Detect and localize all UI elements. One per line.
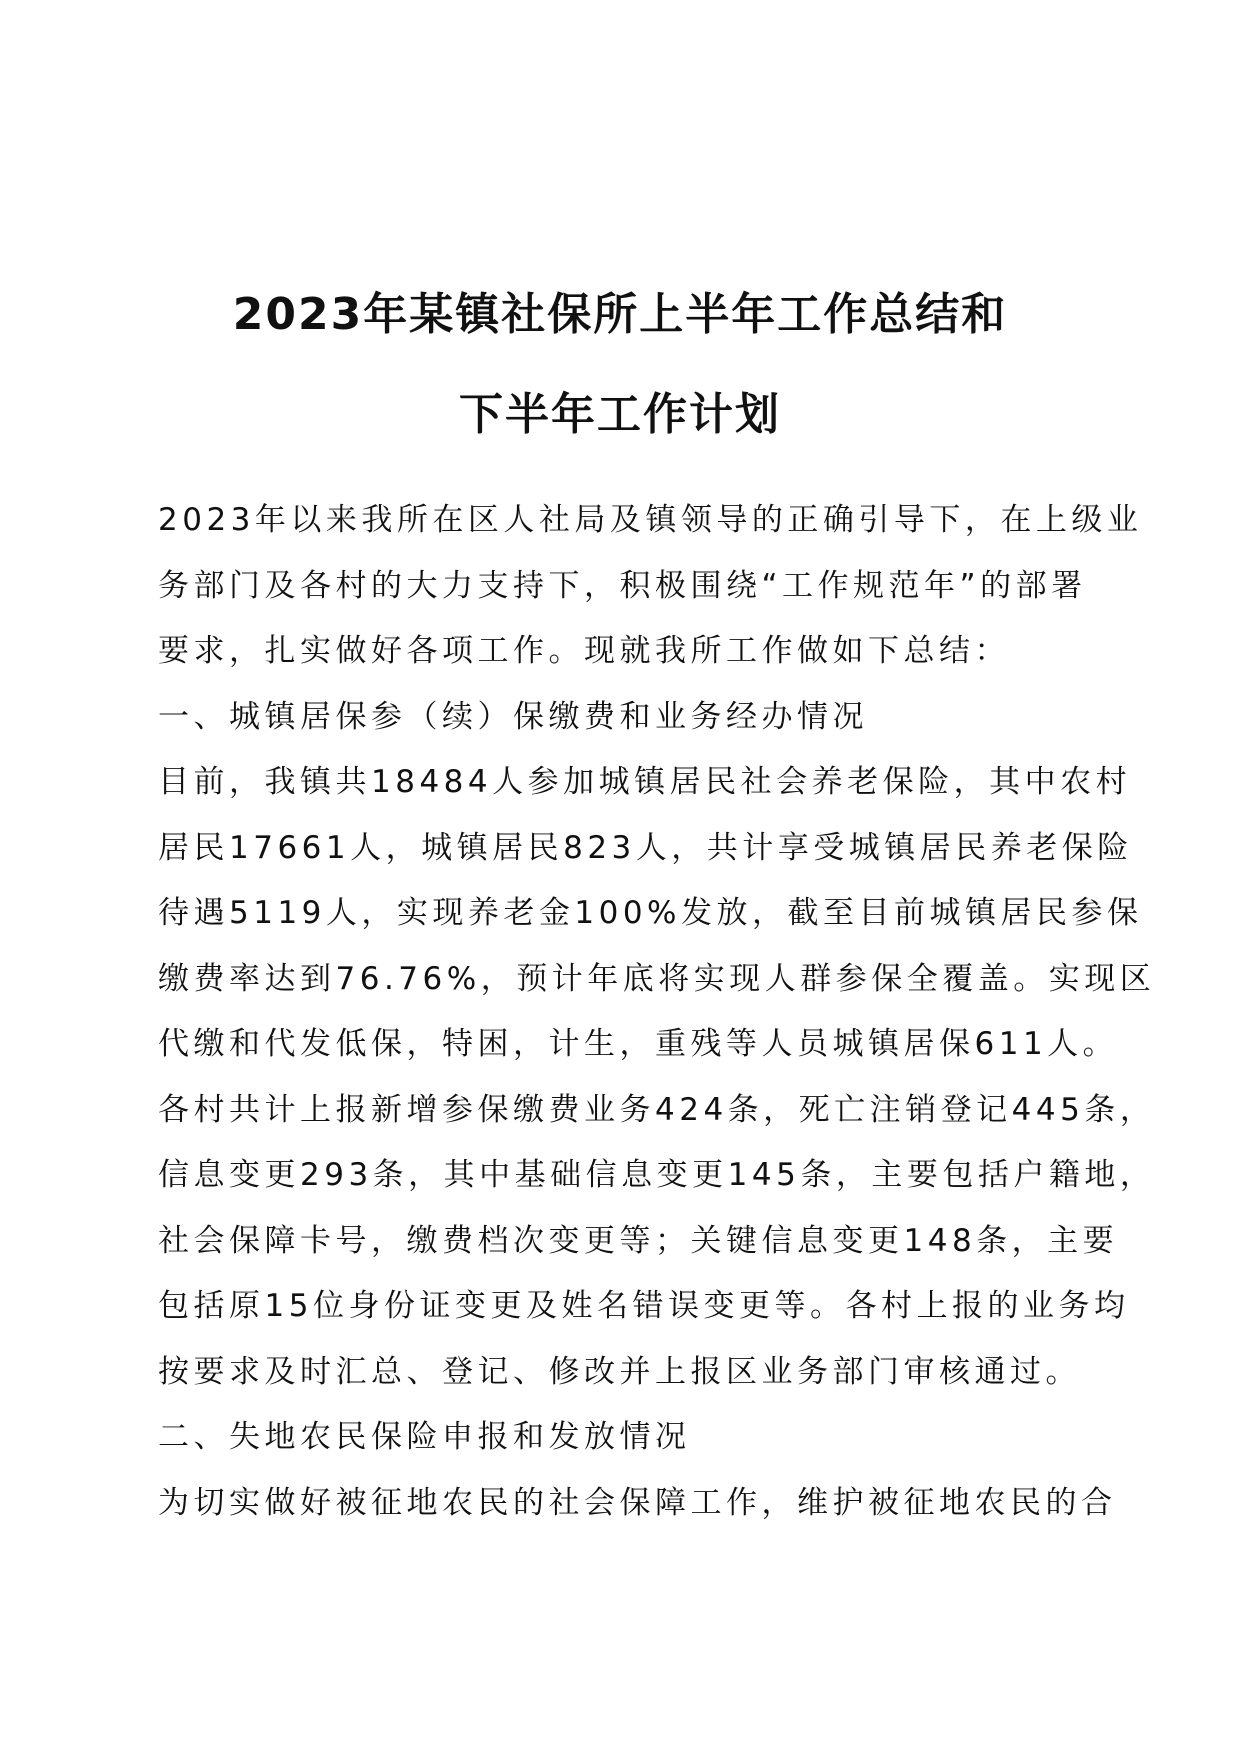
body-line: 信息变更293条，其中基础信息变更145条，主要包括户籍地， <box>158 1157 1156 1193</box>
body-line: 按要求及时汇总、登记、修改并上报区业务部门审核通过。 <box>158 1353 1081 1390</box>
body-line: 各村共计上报新增参保缴费业务424条，死亡注销登记445条， <box>158 1091 1156 1128</box>
section-heading-1: 一、城镇居保参（续）保缴费和业务经办情况 <box>158 698 868 735</box>
body-line: 社会保障卡号，缴费档次变更等；关键信息变更148条，主要 <box>158 1222 1119 1259</box>
document-title-line-2: 下半年工作计划 <box>459 389 781 440</box>
body-line: 缴费率达到76.76%，预计年底将实现人群参保全覆盖。实现区 <box>158 960 1156 997</box>
body-line: 包括原15位身份证变更及姓名错误变更等。各村上报的业务均 <box>158 1288 1130 1324</box>
body-line: 居民17661人，城镇居民823人，共计享受城镇居民养老保险 <box>158 829 1133 866</box>
document-title-line-1: 2023年某镇社保所上半年工作总结和 <box>232 289 1008 340</box>
document-body <box>158 488 1156 1536</box>
body-line: 要求，扎实做好各项工作。现就我所工作做如下总结： <box>158 633 1010 669</box>
body-line: 2023年以来我所在区人社局及镇领导的正确引导下，在上级业 <box>158 502 1143 538</box>
body-line: 务部门及各村的大力支持下，积极围绕“工作规范年”的部署 <box>158 567 1087 604</box>
section-heading-2: 二、失地农民保险申报和发放情况 <box>158 1419 691 1455</box>
body-line: 目前，我镇共18484人参加城镇居民社会养老保险，其中农村 <box>158 764 1132 800</box>
body-line: 为切实做好被征地农民的社会保障工作，维护被征地农民的合 <box>158 1484 1117 1521</box>
body-line: 待遇5119人，实现养老金100%发放，截至目前城镇居民参保 <box>158 895 1143 931</box>
body-line: 代缴和代发低保，特困，计生，重残等人员城镇居保611人。 <box>158 1026 1119 1062</box>
